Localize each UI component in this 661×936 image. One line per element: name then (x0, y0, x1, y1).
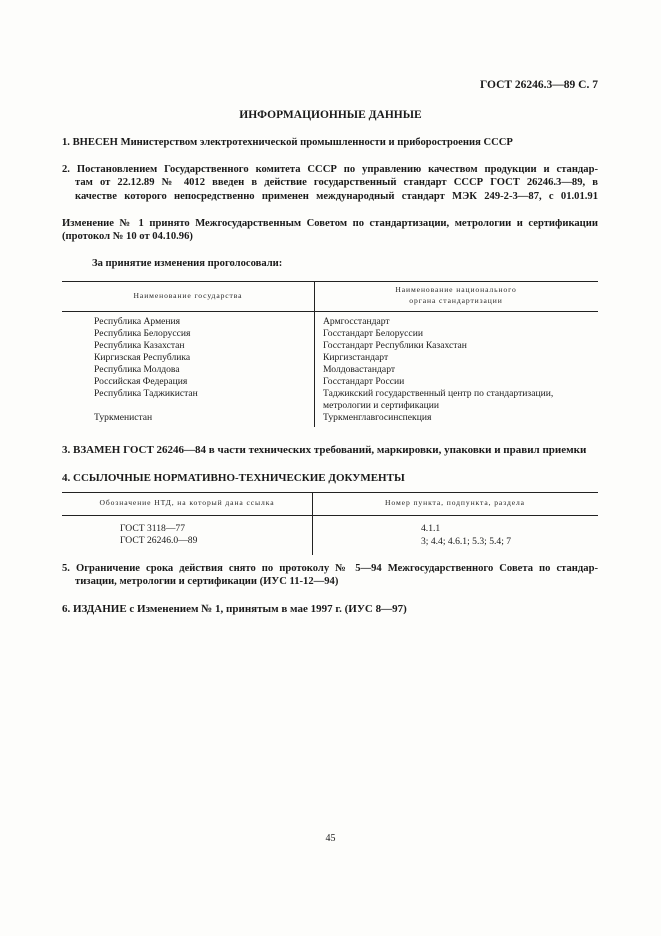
item-2-resolution (62, 163, 598, 203)
table-row-body: Молдовастандарт (323, 364, 396, 375)
votes-table-top-rule (62, 281, 598, 282)
amendment-note (62, 217, 598, 244)
table-row-state: Республика Армения (94, 316, 181, 327)
item-2-line-1: 2. Постановлением Государственного комитета СССР по управлению качеством продукции и стандар- (62, 164, 598, 175)
table-row-body: Туркменглавгосинспекция (323, 412, 432, 423)
table-row-state: Республика Белоруссия (94, 328, 191, 339)
table-row-clause: 3; 4.4; 4.6.1; 5.3; 5.4; 7 (421, 536, 512, 547)
item-5-line-1: 5. Ограничение срока действия снято по протоколу № 5—94 Межгосударственного Совета по стандар- (62, 563, 598, 574)
amendment-line-1: Изменение № 1 принято Межгосударственным Советом по стандартизации, метрологии и сертификации (62, 218, 598, 229)
table-row-state: Российская Федерация (94, 376, 188, 387)
item-2-line-2: там от 22.12.89 № 4012 введен в действие государственный стандарт СССР ГОСТ 26246.3—89, в (75, 177, 598, 189)
table-row-state: Киргизская Республика (94, 352, 191, 363)
voted-label: За принятие изменения проголосовали: (92, 258, 283, 269)
table-row-body: Армгосстандарт (323, 316, 390, 327)
table-row-body: Госстандарт России (323, 376, 405, 387)
refs-table-header-rule (62, 515, 598, 516)
item-5-validity-limit (62, 562, 598, 589)
item-6-edition: 6. ИЗДАНИЕ с Изменением № 1, принятым в мае 1997 г. (ИУС 8—97) (62, 603, 407, 615)
item-2-line-3: качестве которого непосредственно применен международный стандарт МЭК 249-2-3—87, с 01.01.91 (75, 190, 598, 202)
table-row-doc: ГОСТ 26246.0—89 (120, 535, 198, 546)
item-4-references-heading: 4. ССЫЛОЧНЫЕ НОРМАТИВНО-ТЕХНИЧЕСКИЕ ДОКУМЕНТЫ (62, 472, 405, 484)
refs-col-doc-header: Обозначение НТД, на который дана ссылка (99, 498, 275, 507)
votes-table-header-rule (62, 311, 598, 312)
item-5-line-2: тизации, метрологии и сертификации (ИУС 11-12—94) (75, 576, 339, 588)
votes-col-state-header: Наименование государства (133, 291, 243, 300)
table-row-state: Туркменистан (94, 412, 153, 423)
votes-col-body-header-line-1: Наименование национального (395, 285, 517, 294)
votes-col-body-header-line-2: органа стандартизации (409, 295, 503, 305)
votes-col-body-header (314, 285, 598, 306)
item-1-issued-by: 1. ВНЕСЕН Министерством электротехнической промышленности и приборостроения СССР (62, 137, 513, 148)
page-number: 45 (325, 833, 336, 844)
standard-page-header: ГОСТ 26246.3—89 С. 7 (479, 79, 598, 91)
table-row-body: Таджикский государственный центр по стандартизации, метрологии и сертификации (323, 388, 554, 411)
item-3-replaces: 3. ВЗАМЕН ГОСТ 26246—84 в части технических требований, маркировки, упаковки и правил приемки (62, 444, 587, 456)
table-row-state: Республика Казахстан (94, 340, 185, 351)
table-row-body: Госстандарт Белоруссии (323, 328, 423, 339)
table-row-state: Республика Молдова (94, 364, 180, 375)
table-row-body: Киргизстандарт (323, 352, 389, 363)
refs-col-clause-header: Номер пункта, подпункта, раздела (385, 498, 525, 507)
table-row-doc: ГОСТ 3118—77 (120, 523, 186, 534)
refs-table-top-rule (62, 492, 598, 493)
page-title: ИНФОРМАЦИОННЫЕ ДАННЫЕ (239, 109, 422, 121)
amendment-line-2: (протокол № 10 от 04.10.96) (62, 231, 193, 243)
table-row-state: Республика Таджикистан (94, 388, 198, 399)
table-row-body: Госстандарт Республики Казахстан (323, 340, 467, 351)
table-row-clause: 4.1.1 (421, 523, 441, 534)
